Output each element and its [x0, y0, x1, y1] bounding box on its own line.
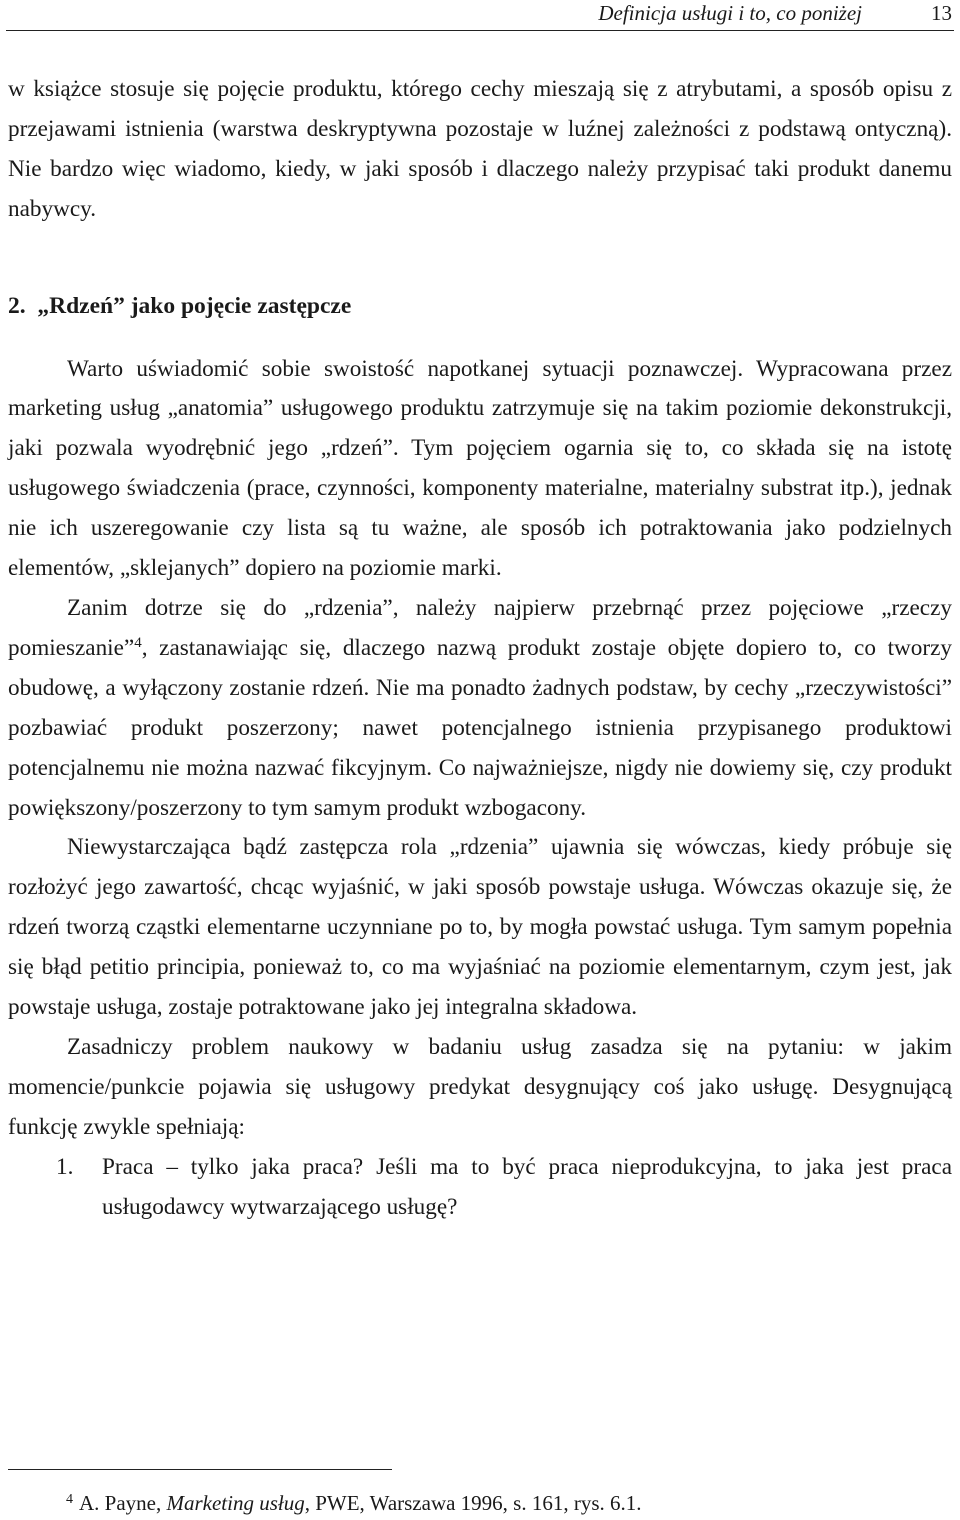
list-item — [8, 1148, 952, 1228]
footnote-separator — [8, 1469, 392, 1470]
paragraph-1: Warto uświadomić sobie swoistość napotkanej sytuacji poznawczej. Wypracowana przez marketing usług „anatomia” usługowego produktu zatrzymuje się na takim poziomie dekonstrukcji, jaki pozwala wyodrębnić jego „rdzeń”. Tym pojęciem ogarnia się to, co składa się na istotę usługowego świadczenia (prace, czynności, komponenty materialne, materialny substrat itp.), jednak nie ich uszeregowanie czy lista są tu ważne, ale sposób ich potraktowania jako podzielnych elementów, „sklejanych” dopiero na poziomie marki. — [8, 355, 952, 582]
list-item-text: Praca – tylko jaka praca? Jeśli ma to być praca nieprodukcyjna, to jaka jest praca usługodawcy wytwarzającego usługę? — [102, 1153, 952, 1220]
page-body — [8, 70, 952, 1227]
paragraph-2 — [8, 589, 952, 828]
paragraph-continuation: w książce stosuje się pojęcie produktu, którego cechy mieszają się z atrybutami, a sposób opisu z przejawami istnienia (warstwa deskryptywna pozostaje w luźnej zależności z podstawą ontyczną). Nie bardzo więc wiadomo, kiedy, w jaki sposób i dlaczego należy przypisać taki produkt danemu nabywcy. — [8, 76, 952, 222]
paragraph-2-part-a: Zanim dotrze się do „rdzenia”, należy najpierw przebrnąć przez pojęciowe „rzeczy pomieszanie” — [8, 594, 952, 661]
running-head — [6, 0, 954, 31]
footnote-reference[interactable]: 4 — [134, 634, 142, 651]
numbered-list — [8, 1148, 952, 1228]
footnote-book-title: Marketing usług — [166, 1491, 305, 1515]
paragraph-2-part-b: , zastanawiając się, dlaczego nazwą produkt zostaje objęte dopiero to, co tworzy obudowę, a wyłączony zostanie rdzeń. Nie ma ponadto żadnych podstaw, by cechy „rzeczywistości” pozbawiać produkt poszerzony; nawet potencjalnego istnienia przypisanego produktowi potencjalnemu nie można nazwać fikcyjnym. Co najważniejsze, nigdy nie dowiemy się, czy produkt powiększony/poszerzony to tym samym produkt wzbogacony. — [8, 634, 952, 821]
footnote — [66, 1490, 642, 1516]
section-heading — [8, 287, 952, 327]
paragraph-4: Zasadniczy problem naukowy w badaniu usług zasadza się na pytaniu: w jakim momencie/punkcie pojawia się usługowy predykat desygnujący coś jako usługę. Desygnującą funkcję zwykle spełniają: — [8, 1033, 952, 1140]
paragraph-3: Niewystarczająca bądź zastępcza rola „rdzenia” ujawnia się wówczas, kiedy próbuje się rozłożyć jego zawartość, chcąc wyjaśnić, w jaki sposób powstaje usługa. Wówczas okazuje się, że rdzeń tworzą cząstki elementarne uczynniane po to, by mogła powstać usługa. Tym samym popełnia się błąd petitio principia, ponieważ to, co ma wyjaśniać na poziomie elementarnym, czym jest, jak powstaje usługa, zostaje potraktowane jako jej integralna składowa. — [8, 834, 952, 1021]
footnote-text-before: A. Payne, — [79, 1491, 167, 1515]
page-number: 13 — [931, 1, 952, 25]
running-head-title: Definicja usługi i to, co poniżej — [598, 1, 862, 25]
section-number: 2. — [8, 292, 26, 319]
footnote-text-after: , PWE, Warszawa 1996, s. 161, rys. 6.1. — [304, 1491, 642, 1515]
list-item-number: 1. — [56, 1153, 74, 1180]
footnote-mark: 4 — [66, 1492, 73, 1507]
section-title: „Rdzeń” jako pojęcie zastępcze — [37, 292, 352, 319]
